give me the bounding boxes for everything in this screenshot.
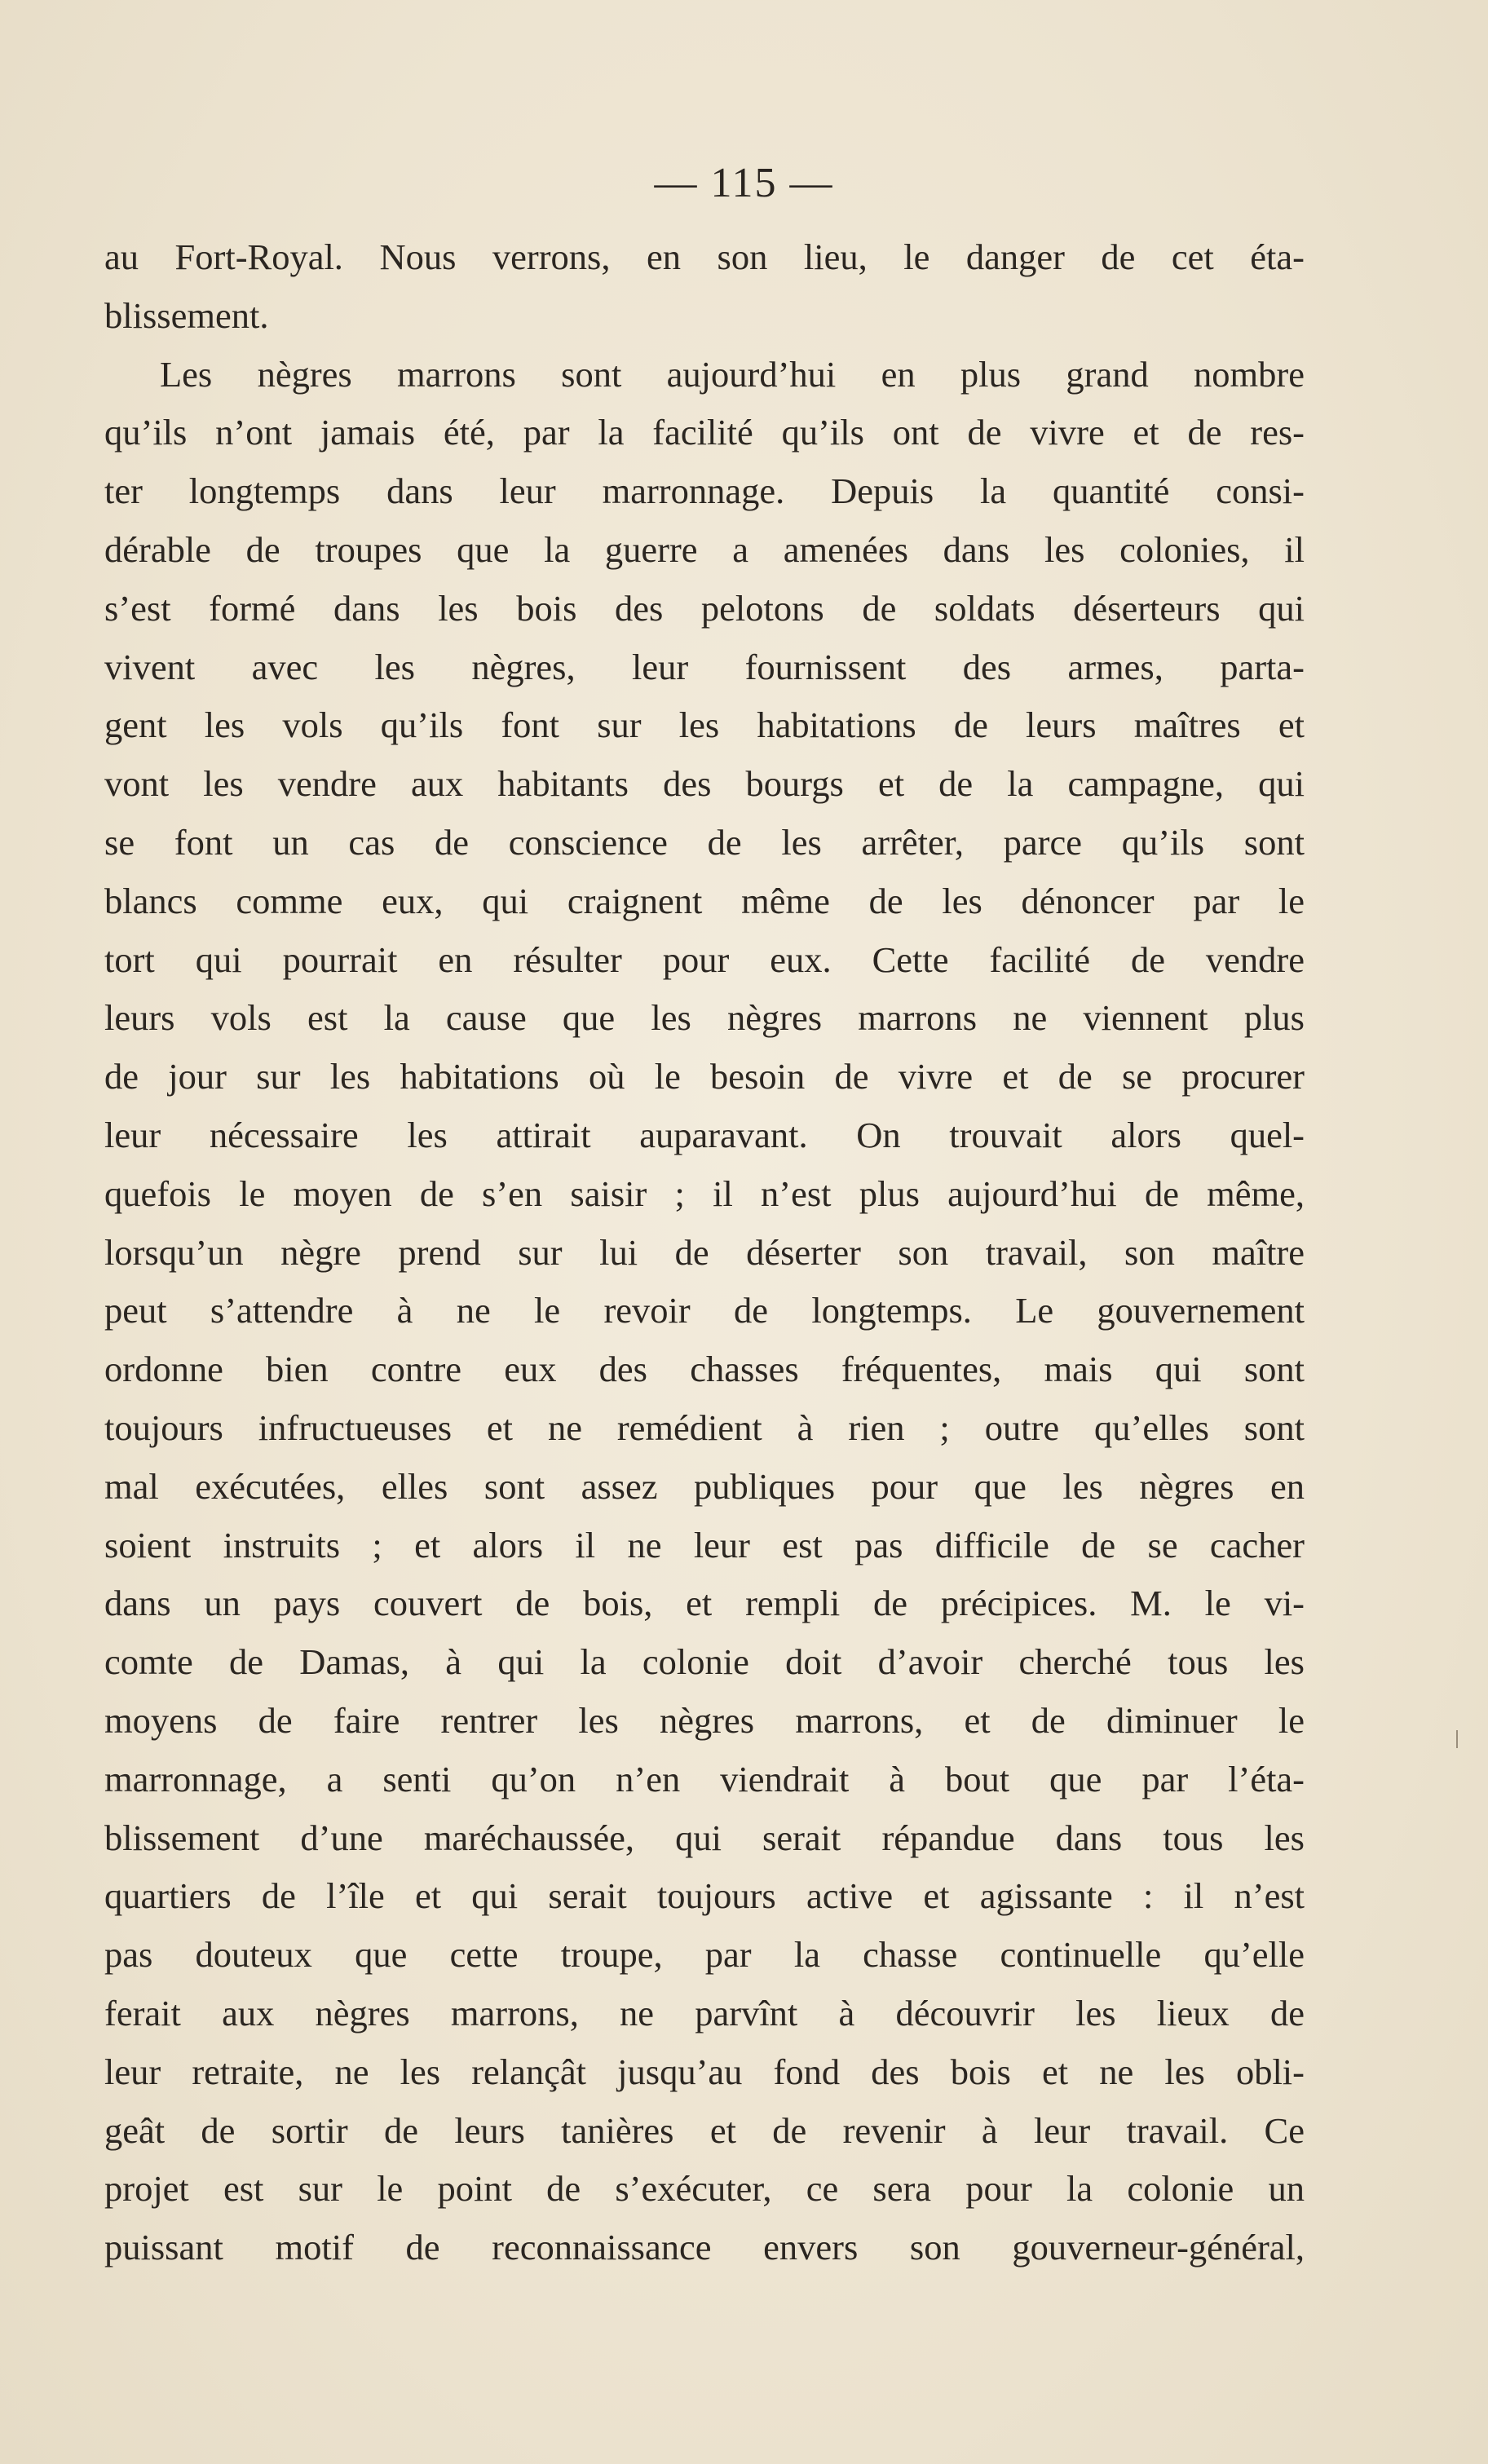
text-line: dérable de troupes que la guerre a amenées dans les colonies, il bbox=[104, 528, 1305, 570]
text-line: au Fort-Royal. Nous verrons, en son lieu, le danger de cet éta- bbox=[104, 236, 1305, 277]
text-line: marronnage, a senti qu’on n’en viendrait à bout que par l’éta- bbox=[104, 1758, 1305, 1799]
page-number: — 115 — bbox=[654, 160, 834, 206]
text-line: mal exécutées, elles sont assez publiques pour que les nègres en bbox=[104, 1465, 1305, 1507]
text-line: leurs vols est la cause que les nègres marrons ne viennent plus bbox=[104, 997, 1305, 1039]
text-line: vont les vendre aux habitants des bourgs et de la campagne, qui bbox=[104, 763, 1305, 805]
text-line: projet est sur le point de s’exécuter, ce sera pour la colonie un bbox=[104, 2168, 1305, 2210]
text-line: leur nécessaire les attirait auparavant. On trouvait alors quel- bbox=[104, 1114, 1305, 1155]
text-line: ter longtemps dans leur marronnage. Depuis la quantité consi- bbox=[104, 470, 1305, 512]
text-line: moyens de faire rentrer les nègres marrons, et de diminuer le bbox=[104, 1699, 1305, 1741]
text-line: gent les vols qu’ils font sur les habitations de leurs maîtres et bbox=[104, 704, 1305, 746]
text-line: se font un cas de conscience de les arrêter, parce qu’ils sont bbox=[104, 821, 1305, 863]
text-line: blissement. bbox=[104, 294, 269, 336]
text-line: blissement d’une maréchaussée, qui serait répandue dans tous les bbox=[104, 1817, 1305, 1858]
text-line: puissant motif de reconnaissance envers son gouverneur-général, bbox=[104, 2227, 1305, 2268]
text-line: blancs comme eux, qui craignent même de les dénoncer par le bbox=[104, 880, 1305, 921]
text-line: leur retraite, ne les relançât jusqu’au fond des bois et ne les obli- bbox=[104, 2051, 1305, 2092]
text-line: toujours infructueuses et ne remédient à rien ; outre qu’elles sont bbox=[104, 1406, 1305, 1448]
text-line: quefois le moyen de s’en saisir ; il n’est plus aujourd’hui de même, bbox=[104, 1172, 1305, 1214]
text-line: pas douteux que cette troupe, par la chasse continuelle qu’elle bbox=[104, 1934, 1305, 1976]
text-line: peut s’attendre à ne le revoir de longtemps. Le gouvernement bbox=[104, 1290, 1305, 1331]
text-line: comte de Damas, à qui la colonie doit d’avoir cherché tous les bbox=[104, 1641, 1305, 1683]
margin-mark bbox=[1456, 1730, 1458, 1748]
body-text bbox=[104, 228, 1305, 2277]
text-line: quartiers de l’île et qui serait toujours active et agissante : il n’est bbox=[104, 1875, 1305, 1917]
text-line: soient instruits ; et alors il ne leur est pas difficile de se cacher bbox=[104, 1524, 1305, 1565]
text-line: vivent avec les nègres, leur fournissent des armes, parta- bbox=[104, 646, 1305, 687]
text-line: ferait aux nègres marrons, ne parvînt à découvrir les lieux de bbox=[104, 1992, 1305, 2033]
text-line: de jour sur les habitations où le besoin de vivre et de se procurer bbox=[104, 1056, 1305, 1097]
text-line: tort qui pourrait en résulter pour eux. Cette facilité de vendre bbox=[104, 938, 1305, 980]
text-line: qu’ils n’ont jamais été, par la facilité qu’ils ont de vivre et de res- bbox=[104, 412, 1305, 453]
text-line: Les nègres marrons sont aujourd’hui en plus grand nombre bbox=[160, 353, 1305, 395]
text-line: dans un pays couvert de bois, et rempli de précipices. M. le vi- bbox=[104, 1583, 1305, 1624]
text-line: lorsqu’un nègre prend sur lui de déserter son travail, son maître bbox=[104, 1231, 1305, 1273]
text-line: ordonne bien contre eux des chasses fréquentes, mais qui sont bbox=[104, 1349, 1305, 1390]
text-line: s’est formé dans les bois des pelotons de soldats déserteurs qui bbox=[104, 587, 1305, 629]
text-line: geât de sortir de leurs tanières et de revenir à leur travail. Ce bbox=[104, 2109, 1305, 2151]
